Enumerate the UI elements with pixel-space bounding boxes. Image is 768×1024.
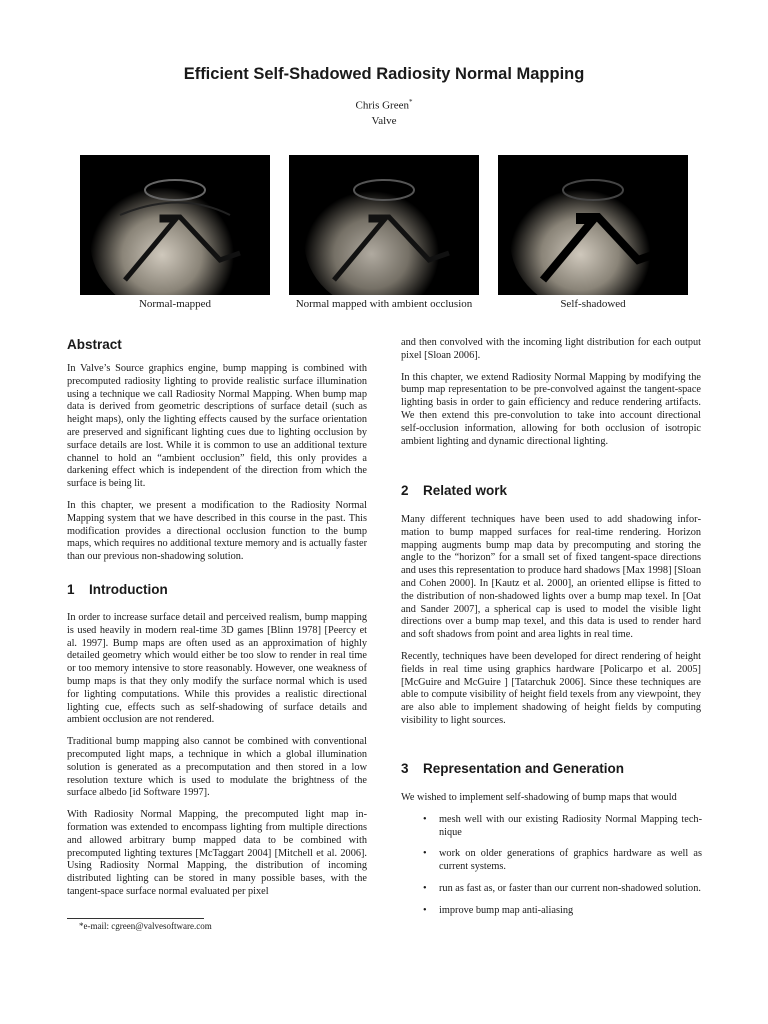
affiliation: Valve: [371, 115, 397, 127]
figure-caption: Normal-mapped: [138, 298, 212, 310]
representation-body: [401, 792, 701, 927]
list-item: • mesh well with our existing Radiosity Normal Mapping technique: [439, 814, 702, 840]
lambda-render-image: [289, 155, 479, 295]
abstract-heading: Abstract: [67, 337, 122, 352]
figure-normal-mapped: [80, 155, 270, 295]
requirements-list: [401, 814, 701, 918]
author-name: Chris Green: [355, 99, 409, 112]
section-heading: 1 Introduction: [67, 582, 168, 597]
section-heading: 3 Representation and Generation: [401, 761, 625, 776]
paragraph: and then convolved with the incoming light distribution for each output pixel [Sloan 2006].: [401, 337, 701, 361]
author: [0, 98, 768, 112]
paragraph: In Valve’s Source graphics engine, bump mapping is combined with precomputed radiosity lighting to provide realistic surface illumination using a technique we call Radiosity Normal Mapping. When bump map data is derived from geometric descriptions of surface detail (such as height maps), only the lighting effects caused by the surface orientation are preserved and significant lighting cues due to lighting occlusion by surface details are lost. While it is common to use an additional texture channel to hold an “ambient occlusion” field, this only provides a darkening effect which is independent of the direction from which the surface is being lit.: [67, 363, 367, 490]
paragraph: We wished to implement self-shadowing of bump maps that would: [401, 792, 677, 803]
paragraph: Many different techniques have been used to add shadowing information to bump mapped surfaces for real-time rendering. Horizon mapping augments bump map data by precomputing and storing the angle to the “horizon” for a small set of fixed tangent-space directions and uses this representation to produce hard shadows [Max 1998] [Sloan and Cohen 2000]. In [Kautz et al. 2000], an oriented ellipse is fitted to the distribution of non-shadowed lights over a bump map texel. In [Oat and Sander 2007], a spherical cap is used to model the visible light directions over a bump map texel, and this data is used to render hard and soft shadows from point and area lights in real time.: [401, 514, 701, 641]
introduction-body: [67, 612, 367, 899]
footnote-rule: [67, 918, 204, 919]
list-item: • work on older generations of graphics hardware as well as current systems.: [439, 848, 702, 874]
figure-caption: Self-shadowed: [560, 298, 626, 310]
paragraph: Traditional bump mapping also cannot be combined with conventional precomputed light maps, a technique in which a global illumination solution is generated as a precomputation and then stored in a low resolution texture which is used to modulate the brightness of the surface albedo [id Software 1997].: [67, 736, 367, 799]
lambda-render-image: [80, 155, 270, 295]
paper-title: Efficient Self-Shadowed Radiosity Normal Mapping: [183, 65, 585, 83]
related-work-body: [401, 514, 701, 728]
list-item: • run as fast as, or faster than our current non-shadowed solution.: [439, 883, 702, 896]
list-item: • improve bump map anti-aliasing: [439, 905, 702, 918]
figure-caption: Normal mapped with ambient occlusion: [295, 298, 473, 310]
paragraph: With Radiosity Normal Mapping, the precomputed light map information was extended to encompass lighting from multiple directions and allowed arbitrary bump mapped data to be combined with precomputed lighting textures [McTaggart 2004] [Mitchell et al. 2006]. Using Radiosity Normal Mapping, the distribution of incoming distributed lighting can be stored in many possible bases, with the tangent-space surface normal evaluated per pixel: [67, 809, 367, 897]
paragraph: Recently, techniques have been developed for direct rendering of height fields in real time using graphics hardware [Policarpo et al. 2005] [McGuire and McGuire ] [Tatarchuk 2006]. Since these techniques are able to compute visibility of height field texels from any viewpoint, they are also able to implement shadowing of height fields by computing visibility to light sources.: [401, 650, 701, 726]
abstract-body: [67, 363, 367, 564]
lambda-render-image: [498, 155, 688, 295]
paragraph: In order to increase surface detail and perceived realism, bump mapping is used heavily in modern real-time 3D games [Blinn 1978] [Peercy et al. 1997]. Bump maps are often used as an approximation of highly detailed geometry which would either be too slow to render in real time or too memory intensive to store reasonably. However, one weakness of bump maps is that they only modify the surface normal which is used for lighting computations. While this provides a realistic directional lighting cue, effects such as self-shadowing of surface details and ambient occlusion are not rendered.: [67, 612, 367, 726]
right-column-intro: [401, 337, 701, 448]
figure-self-shadowed: [498, 155, 688, 295]
section-heading: 2 Related work: [401, 483, 508, 498]
author-footnote-mark: *: [408, 98, 413, 106]
paragraph: In this chapter, we present a modification to the Radiosity Normal Mapping system that we have described in this course in the past. This modification provides a directional occlusion function to the bump maps, which requires no additional texture memory and is actually faster than our previous non-shadowing solution.: [67, 499, 367, 563]
paragraph: In this chapter, we extend Radiosity Normal Mapping by modifying the bump map representation to be pre-convolved against the tangent-space lighting basis in order to gain efficiency and reduce rendering artifacts. We then extend this pre-convolution to take into account directional self-occlusion information, allowing for both occlusion of isotropic ambient lighting and dynamic directional lighting.: [401, 371, 701, 447]
figure-ambient-occlusion: [289, 155, 479, 295]
footnote-email: *e-mail: cgreen@valvesoftware.com: [79, 921, 212, 931]
